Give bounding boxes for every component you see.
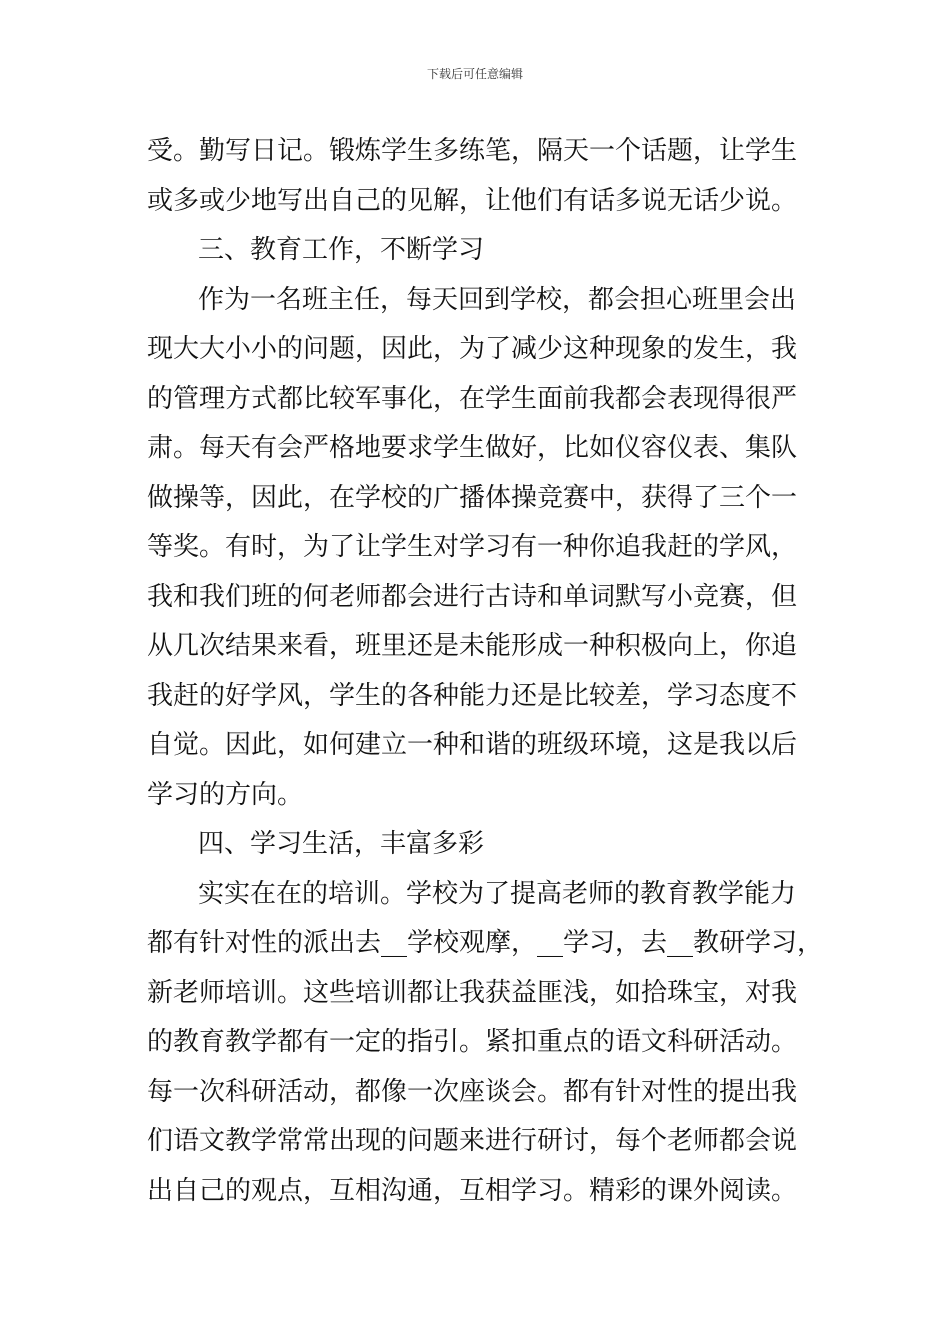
text-line: 都有针对性的派出去__学校观摩，__学习，去__教研学习， — [147, 928, 824, 958]
text-line: 我和我们班的何老师都会进行古诗和单词默写小竞赛，但 — [147, 581, 798, 612]
text-line: 实实在在的培训。学校为了提高老师的教育教学能力 — [198, 878, 797, 909]
text-line: 作为一名班主任，每天回到学校，都会担心班里会出 — [198, 284, 797, 315]
text-line: 或多或少地写出自己的见解，让他们有话多说无话少说。 — [147, 185, 798, 216]
page-header: 下载后可任意编辑 — [426, 67, 523, 81]
text-line: 出自己的观点，互相沟通，互相学习。精彩的课外阅读。 — [147, 1175, 798, 1206]
section-heading: 四、学习生活，丰富多彩 — [198, 829, 485, 859]
section-heading: 三、教育工作，不断学习 — [198, 235, 485, 265]
text-line: 的管理方式都比较军事化，在学生面前我都会表现得很严 — [147, 383, 798, 414]
text-line: 受。勤写日记。锻炼学生多练笔，隔天一个话题，让学生 — [147, 136, 798, 166]
text-line: 的教育教学都有一定的指引。紧扣重点的语文科研活动。 — [147, 1027, 798, 1057]
document-body — [147, 127, 827, 1216]
text-line: 我赶的好学风，学生的各种能力还是比较差，学习态度不 — [147, 680, 798, 711]
text-line: 肃。每天有会严格地要求学生做好，比如仪容仪表、集队 — [147, 433, 798, 463]
text-line: 们语文教学常常出现的问题来进行研讨，每个老师都会说 — [147, 1126, 798, 1156]
text-line: 自觉。因此，如何建立一种和谐的班级环境，这是我以后 — [147, 730, 798, 760]
text-line: 新老师培训。这些培训都让我获益匪浅，如拾珠宝，对我 — [147, 977, 798, 1008]
text-line: 学习的方向。 — [147, 779, 304, 810]
text-line: 现大大小小的问题，因此，为了减少这种现象的发生，我 — [147, 334, 798, 364]
text-line: 等奖。有时，为了让学生对学习有一种你追我赶的学风， — [147, 532, 798, 562]
text-line: 每一次科研活动，都像一次座谈会。都有针对性的提出我 — [147, 1076, 798, 1107]
text-line: 做操等，因此，在学校的广播体操竞赛中，获得了三个一 — [147, 482, 798, 513]
text-line: 从几次结果来看，班里还是未能形成一种积极向上，你追 — [147, 631, 798, 661]
